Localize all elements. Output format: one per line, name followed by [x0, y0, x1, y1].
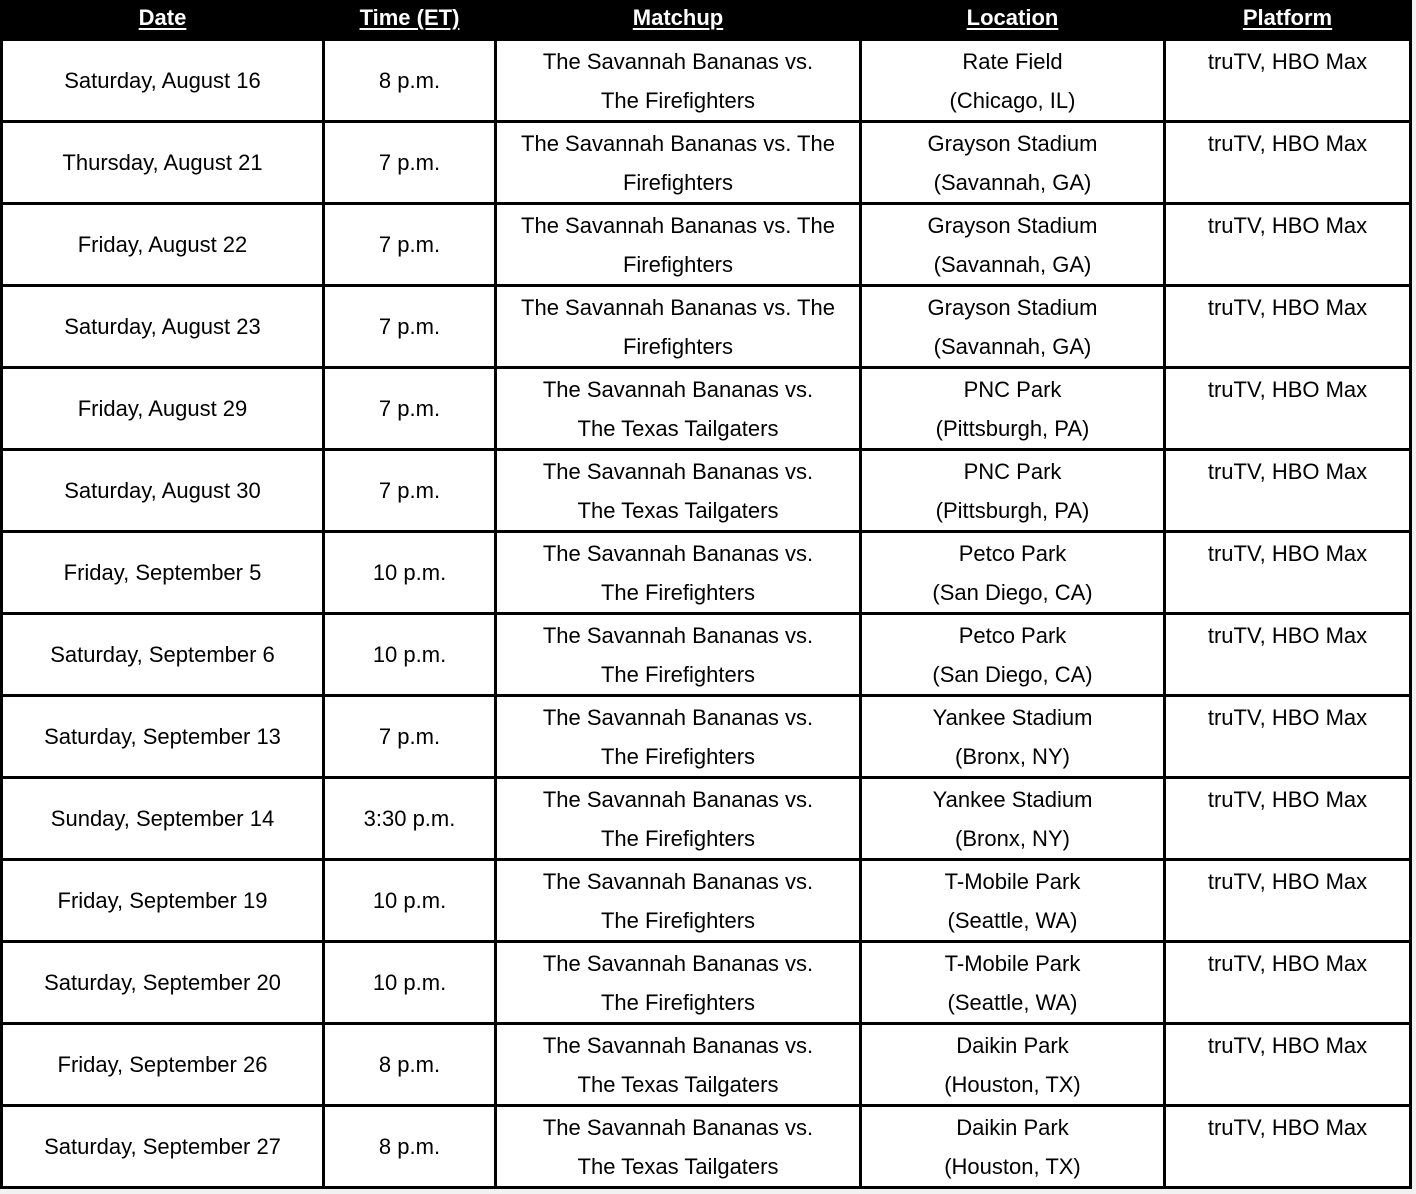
table-row	[0, 615, 1412, 697]
location-cell	[859, 205, 1163, 287]
location-venue: Rate Field	[962, 49, 1063, 74]
location-cell	[859, 615, 1163, 697]
location-venue: Daikin Park	[956, 1033, 1069, 1058]
matchup-line-2: The Firefighters	[600, 826, 756, 851]
time-cell: 10 p.m.	[322, 533, 494, 615]
matchup-cell	[494, 615, 859, 697]
date-cell: Friday, August 29	[0, 369, 322, 451]
location-city: (Seattle, WA)	[947, 908, 1078, 933]
location-city: (Savannah, GA)	[933, 252, 1092, 277]
location-cell	[859, 943, 1163, 1025]
matchup-line-1: The Savannah Bananas vs.	[542, 1033, 814, 1058]
date-cell: Saturday, September 6	[0, 615, 322, 697]
column-header-location: Location	[859, 0, 1163, 41]
location-city: (Chicago, IL)	[949, 88, 1076, 113]
matchup-line-1: The Savannah Bananas vs.	[542, 869, 814, 894]
location-venue: Grayson Stadium	[927, 213, 1098, 238]
matchup-line-2: Firefighters	[622, 170, 734, 195]
location-venue: PNC Park	[963, 459, 1062, 484]
location-venue: Grayson Stadium	[927, 131, 1098, 156]
location-venue: Daikin Park	[956, 1115, 1069, 1140]
location-city: (Pittsburgh, PA)	[935, 416, 1090, 441]
time-cell: 10 p.m.	[322, 861, 494, 943]
table-row	[0, 1107, 1412, 1189]
time-cell: 7 p.m.	[322, 697, 494, 779]
platform-cell: truTV, HBO Max	[1163, 533, 1412, 615]
time-cell: 7 p.m.	[322, 205, 494, 287]
location-cell	[859, 779, 1163, 861]
matchup-line-2: The Firefighters	[600, 990, 756, 1015]
platform-cell: truTV, HBO Max	[1163, 41, 1412, 123]
date-cell: Friday, September 19	[0, 861, 322, 943]
platform-cell: truTV, HBO Max	[1163, 123, 1412, 205]
platform-cell: truTV, HBO Max	[1163, 1025, 1412, 1107]
time-cell: 10 p.m.	[322, 943, 494, 1025]
location-cell	[859, 123, 1163, 205]
platform-cell: truTV, HBO Max	[1163, 205, 1412, 287]
header-row	[0, 0, 1412, 41]
matchup-line-2: The Texas Tailgaters	[577, 498, 779, 523]
location-cell	[859, 533, 1163, 615]
location-venue: Yankee Stadium	[932, 705, 1093, 730]
location-city: (Savannah, GA)	[933, 334, 1092, 359]
table-row	[0, 205, 1412, 287]
matchup-line-1: The Savannah Bananas vs. The	[521, 213, 835, 238]
matchup-line-1: The Savannah Bananas vs.	[542, 377, 814, 402]
table-row	[0, 697, 1412, 779]
table-row	[0, 287, 1412, 369]
location-venue: Petco Park	[958, 541, 1067, 566]
date-cell: Saturday, September 13	[0, 697, 322, 779]
time-cell: 3:30 p.m.	[322, 779, 494, 861]
matchup-line-1: The Savannah Bananas vs. The	[521, 131, 835, 156]
location-cell	[859, 1107, 1163, 1189]
matchup-line-1: The Savannah Bananas vs.	[542, 623, 814, 648]
matchup-line-2: The Texas Tailgaters	[577, 1154, 779, 1179]
date-cell: Saturday, September 27	[0, 1107, 322, 1189]
matchup-cell	[494, 287, 859, 369]
location-city: (Bronx, NY)	[955, 744, 1070, 769]
location-city: (San Diego, CA)	[932, 580, 1093, 605]
time-cell: 10 p.m.	[322, 615, 494, 697]
matchup-line-2: The Texas Tailgaters	[577, 416, 779, 441]
platform-cell: truTV, HBO Max	[1163, 1107, 1412, 1189]
matchup-cell	[494, 205, 859, 287]
platform-cell: truTV, HBO Max	[1163, 451, 1412, 533]
matchup-line-1: The Savannah Bananas vs. The	[521, 295, 835, 320]
matchup-line-2: The Firefighters	[600, 580, 756, 605]
matchup-cell	[494, 1107, 859, 1189]
date-cell: Saturday, September 20	[0, 943, 322, 1025]
column-header-time: Time (ET)	[322, 0, 494, 41]
location-venue: PNC Park	[963, 377, 1062, 402]
date-cell: Saturday, August 16	[0, 41, 322, 123]
date-cell: Friday, September 5	[0, 533, 322, 615]
time-cell: 7 p.m.	[322, 287, 494, 369]
matchup-cell	[494, 533, 859, 615]
matchup-cell	[494, 861, 859, 943]
table-body	[0, 41, 1412, 1189]
date-cell: Thursday, August 21	[0, 123, 322, 205]
table-row	[0, 533, 1412, 615]
table-row	[0, 1025, 1412, 1107]
location-city: (Houston, TX)	[944, 1154, 1081, 1179]
time-cell: 7 p.m.	[322, 369, 494, 451]
platform-cell: truTV, HBO Max	[1163, 861, 1412, 943]
date-cell: Saturday, August 23	[0, 287, 322, 369]
table-row	[0, 779, 1412, 861]
location-cell	[859, 451, 1163, 533]
location-cell	[859, 1025, 1163, 1107]
matchup-line-2: Firefighters	[622, 252, 734, 277]
location-venue: Yankee Stadium	[932, 787, 1093, 812]
matchup-line-2: Firefighters	[622, 334, 734, 359]
location-cell	[859, 697, 1163, 779]
matchup-line-1: The Savannah Bananas vs.	[542, 951, 814, 976]
matchup-cell	[494, 41, 859, 123]
location-venue: Petco Park	[958, 623, 1067, 648]
matchup-line-2: The Firefighters	[600, 908, 756, 933]
time-cell: 8 p.m.	[322, 1025, 494, 1107]
platform-cell: truTV, HBO Max	[1163, 369, 1412, 451]
location-venue: Grayson Stadium	[927, 295, 1098, 320]
column-header-platform: Platform	[1163, 0, 1412, 41]
matchup-cell	[494, 779, 859, 861]
matchup-line-2: The Texas Tailgaters	[577, 1072, 779, 1097]
matchup-line-1: The Savannah Bananas vs.	[542, 459, 814, 484]
table-row	[0, 861, 1412, 943]
platform-cell: truTV, HBO Max	[1163, 287, 1412, 369]
location-city: (San Diego, CA)	[932, 662, 1093, 687]
matchup-line-1: The Savannah Bananas vs.	[542, 541, 814, 566]
location-cell	[859, 41, 1163, 123]
table-row	[0, 943, 1412, 1025]
matchup-cell	[494, 369, 859, 451]
matchup-line-1: The Savannah Bananas vs.	[542, 49, 814, 74]
platform-cell: truTV, HBO Max	[1163, 943, 1412, 1025]
matchup-cell	[494, 451, 859, 533]
location-city: (Pittsburgh, PA)	[935, 498, 1090, 523]
time-cell: 7 p.m.	[322, 123, 494, 205]
matchup-cell	[494, 697, 859, 779]
location-venue: T-Mobile Park	[944, 951, 1081, 976]
time-cell: 8 p.m.	[322, 41, 494, 123]
location-cell	[859, 287, 1163, 369]
column-header-matchup: Matchup	[494, 0, 859, 41]
location-venue: T-Mobile Park	[944, 869, 1081, 894]
matchup-line-2: The Firefighters	[600, 662, 756, 687]
date-cell: Saturday, August 30	[0, 451, 322, 533]
table-row	[0, 369, 1412, 451]
matchup-line-1: The Savannah Bananas vs.	[542, 787, 814, 812]
location-cell	[859, 369, 1163, 451]
table-row	[0, 41, 1412, 123]
location-city: (Seattle, WA)	[947, 990, 1078, 1015]
matchup-line-1: The Savannah Bananas vs.	[542, 705, 814, 730]
location-city: (Bronx, NY)	[955, 826, 1070, 851]
platform-cell: truTV, HBO Max	[1163, 615, 1412, 697]
matchup-cell	[494, 1025, 859, 1107]
time-cell: 8 p.m.	[322, 1107, 494, 1189]
matchup-line-1: The Savannah Bananas vs.	[542, 1115, 814, 1140]
time-cell: 7 p.m.	[322, 451, 494, 533]
table-row	[0, 451, 1412, 533]
date-cell: Friday, September 26	[0, 1025, 322, 1107]
matchup-cell	[494, 943, 859, 1025]
table-row	[0, 123, 1412, 205]
date-cell: Friday, August 22	[0, 205, 322, 287]
column-header-date: Date	[0, 0, 322, 41]
platform-cell: truTV, HBO Max	[1163, 697, 1412, 779]
date-cell: Sunday, September 14	[0, 779, 322, 861]
platform-cell: truTV, HBO Max	[1163, 779, 1412, 861]
location-city: (Savannah, GA)	[933, 170, 1092, 195]
table-header	[0, 0, 1412, 41]
matchup-line-2: The Firefighters	[600, 744, 756, 769]
location-cell	[859, 861, 1163, 943]
matchup-cell	[494, 123, 859, 205]
location-city: (Houston, TX)	[944, 1072, 1081, 1097]
matchup-line-2: The Firefighters	[600, 88, 756, 113]
